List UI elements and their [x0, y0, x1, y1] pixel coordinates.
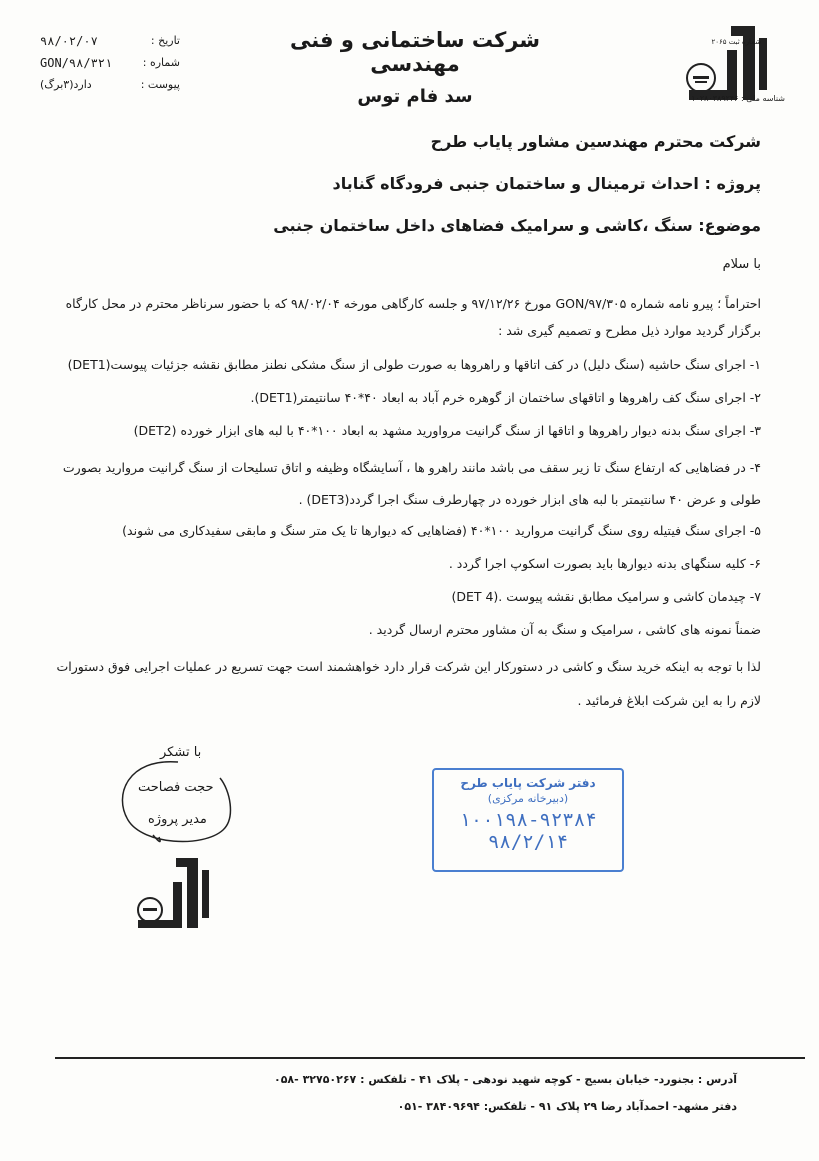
recipient: شرکت محترم مهندسین مشاور پایاب طرح	[430, 132, 761, 151]
closing-paragraph: لذا با توجه به اینکه خرید سنگ و کاشی در دستورکار این شرکت قرار دارد خواهشمند است جهت تسریع در عملیات اجرایی فوق دستورات لازم را به این شرکت ابلاغ فرمائید .	[56, 659, 761, 708]
stamp-line2: (دبیرخانه مرکزی)	[487, 792, 569, 805]
date-value: ۹۸/۰۲/۰۷	[40, 34, 98, 48]
logo-reg-number: شماره ثبت ۲۰۶۵	[711, 38, 761, 46]
company-name	[250, 28, 580, 107]
company-seal-icon	[130, 852, 220, 937]
list-item: ۷- چیدمان کاشی و سرامیک مطابق نقشه پیوست .(DET 4)	[451, 589, 761, 604]
subject: موضوع: سنگ ،کاشی و سرامیک فضاهای داخل ساختمان جنبی	[273, 216, 761, 235]
signature-title: مدیر پروژه	[148, 812, 207, 827]
list-item: ۶- کلیه سنگهای بدنه دیوارها باید بصورت اسکوپ اجرا گردد .	[448, 556, 761, 571]
footer-address1: آدرس : بجنورد- خیابان بسیج - کوچه شهید نودهی - پلاک ۴۱ - تلفکس : ۳۲۷۵۰۲۶۷ -۰۵۸	[274, 1073, 737, 1086]
national-id: شناسه ملی : ۱۰۲۸۰۳۸۹۲۴۶	[691, 94, 785, 103]
stamp-date: ۹۸/۲/۱۴	[487, 831, 569, 853]
stamp-line1: دفتر شرکت پایاب طرح	[460, 776, 596, 790]
signature-thanks: با تشکر	[160, 745, 202, 760]
attachment-value: دارد(۳برگ)	[40, 78, 92, 91]
note-paragraph: ضمناً نمونه های کاشی ، سرامیک و سنگ به آن مشاور محترم ارسال گردید .	[368, 622, 761, 637]
project-title: پروژه : احداث ترمینال و ساختمان جنبی فرودگاه گناباد	[332, 174, 761, 193]
attachment-label: پیوست :	[140, 78, 180, 91]
number-value: GON/۹۸/۳۲۱	[40, 56, 113, 70]
list-item: ۵- اجرای سنگ فیتیله روی سنگ گرانیت مروارید ۱۰۰*۴۰ (فضاهایی که دیوارها تا یک متر سنگ و مابقی سفیدکاری می شوند)	[122, 523, 761, 538]
stamp-number: ۱۰۰۱۹۸-۹۲۳۸۴	[459, 809, 597, 831]
company-line1: شرکت ساختمانی و فنی مهندسی	[289, 28, 541, 76]
footer-divider	[55, 1057, 805, 1059]
intro-paragraph: احتراماً ؛ پیرو نامه شماره GON/۹۷/۳۰۵ مورخ ۹۷/۱۲/۲۶ و جلسه کارگاهی مورخه ۹۸/۰۲/۰۴ که با حضور سرناظر محترم در محل کارگاه برگزار گردید موارد ذیل مطرح و تصمیم گیری شد :	[65, 296, 761, 338]
list-item: ۳- اجرای سنگ بدنه دیوار راهروها و اتاقها از سنگ گرانیت مرواورید مشهد به ابعاد ۱۰۰*۴۰ با لبه های ابزار خورده (DET2)	[133, 423, 761, 438]
date-label: تاریخ :	[150, 34, 180, 47]
list-item: ۲- اجرای سنگ کف راهروها و اتاقهای ساختمان از گوهره خرم آباد به ابعاد ۴۰*۴۰ سانتیمتر(DET1).	[250, 390, 761, 405]
number-label: شماره :	[142, 56, 180, 69]
list-item: ۴- در فضاهایی که ارتفاع سنگ تا زیر سقف می باشد مانند راهرو ها ، آسایشگاه وظیفه و اتاق تسلیحات از سنگ گرانیت مروارید بصورت طولی و عرض ۴۰ سانتیمتر با لبه های ابزار خورده در چهارطرف سنگ اجرا گردد(DET3) .	[62, 460, 761, 507]
letter-meta	[40, 30, 180, 96]
greeting: با سلام	[722, 257, 761, 272]
footer-address2: دفتر مشهد- احمدآباد رضا ۲۹ پلاک ۹۱ - تلفکس: ۳۸۴۰۹۶۹۴ -۰۵۱	[397, 1100, 737, 1113]
company-line2: سد فام توس	[357, 86, 473, 107]
signature-name: حجت فصاحت	[138, 780, 214, 795]
list-item: ۱- اجرای سنگ حاشیه (سنگ دلیل) در کف اتاقها و راهروها به صورت طولی از سنگ مشکی نطنز مطابق نقشه جزئیات پیوست(DET1)	[67, 357, 761, 372]
receipt-stamp	[432, 768, 624, 872]
